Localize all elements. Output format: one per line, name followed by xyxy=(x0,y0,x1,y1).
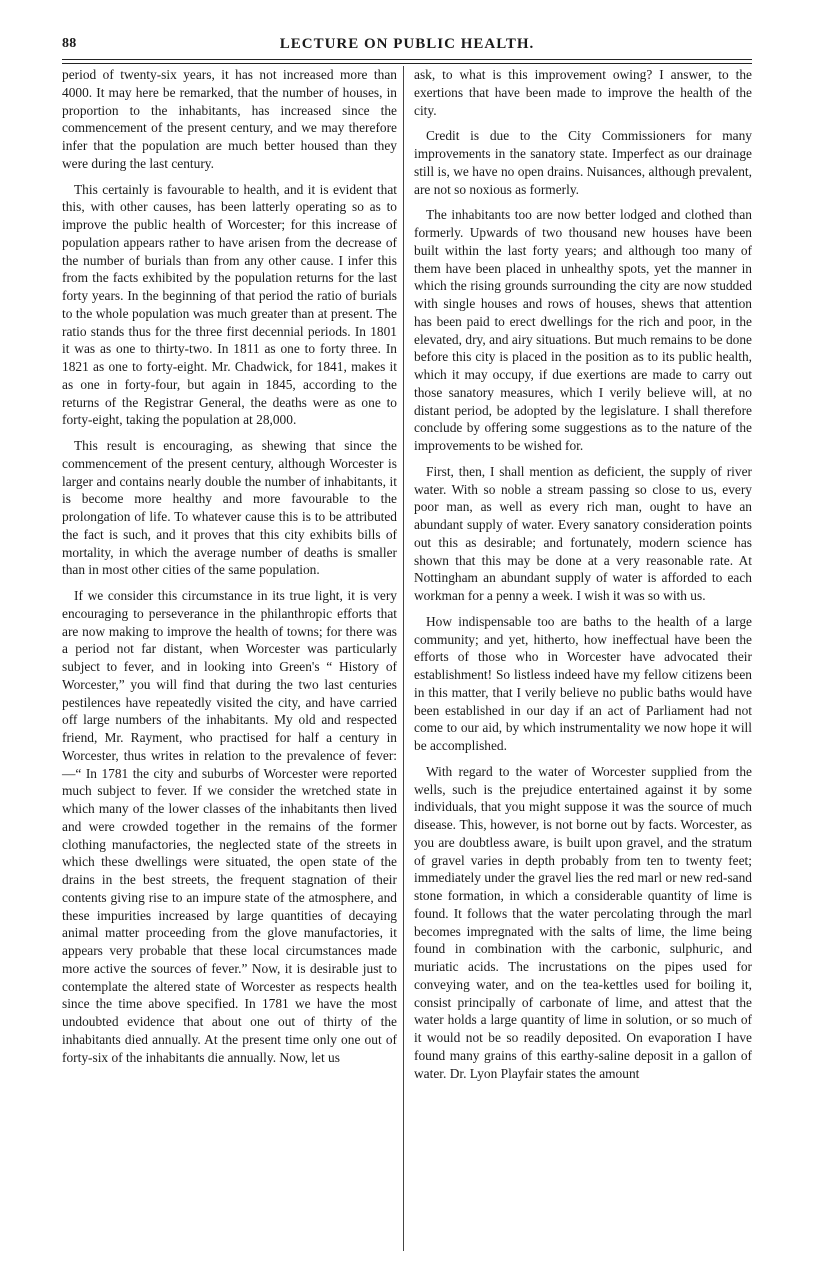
page-header xyxy=(62,28,752,54)
paragraph: The inhabitants too are now better lodged and clothed than formerly. Upwards of two thousand new houses have been built within the last forty years; and although too many of them have been placed in unhealthy spots, yet the manner in which the rising grounds surrounding the city are now studded with single houses and rows of houses, shews that attention has been paid to erect dwellings for the rich and poor, in the elevated, dry, and airy situations. But much remains to be done before this city is placed in the position as to its public health, which it may occupy, if due exertions are made to carry out those sanatory measures, which I verily believe will, at no distant period, be adopted by the legislature. I shall therefore conclude by offering some suggestions as to the nature of the improvements to be wished for. xyxy=(414,207,752,453)
paragraph: First, then, I shall mention as deficient, the supply of river water. With so noble a stream passing so close to us, every poor man, as well as every rich man, ought to have an abundant supply of water. Every sanatory consideration points out this as desirable; and fortunately, modern science has shown that this may be done at a very reasonable rate. At Nottingham an abundant supply of water is afforded to each workman for a penny a week. I wish it was so with us. xyxy=(414,463,752,603)
running-title: LECTURE ON PUBLIC HEALTH. xyxy=(279,36,535,52)
header-rule-top xyxy=(62,59,752,60)
right-column xyxy=(414,66,752,1082)
paragraph: How indispensable too are baths to the health of a large community; and yet, hitherto, how ineffectual have been the efforts of those who in Worcester have advocated their establishment! So listless indeed have my fellow citizens been in this matter, that I verily believe no public baths would have been established in our day if an act of Parliament had not come to our aid, by which instrumentality we now hope it will be accomplished. xyxy=(414,613,752,753)
paragraph: Credit is due to the City Commissioners for many improvements in the sanatory state. Imperfect as our drainage still is, we have no open drains. Nuisances, although prevalent, are not so noxious as formerly. xyxy=(414,128,752,197)
column-divider xyxy=(403,66,404,1251)
header-rule-bottom xyxy=(62,63,752,64)
left-column xyxy=(62,66,397,1066)
paragraph: If we consider this circumstance in its true light, it is very encouraging to perseverance in the philanthropic efforts that are now making to improve the health of towns; for there was a period not far distant, when Worcester was particularly subject to fever, and in looking into Green's “ History of Worcester,” you will find that during the two last centuries pestilences have repeatedly visited the city, and have carried off large numbers of the inhabitants. My old and respected friend, Mr. Rayment, who practised for half a century in Worcester, thus writes in relation to the prevalence of fever:—“ In 1781 the city and suburbs of Worcester were reported much subject to fever. If we consider the wretched state in which many of the lower classes of the inhabitants then lived and were crowded together in the remains of the former clothing manufactories, the neglected state of the streets in which these dwellings were situated, the open state of the drains in the best streets, the frequent stagnation of their contents giving rise to an impure state of the atmosphere, and these impurities increased by large quantities of decaying animal matter proceeding from the glove manufactories, it appears very probable that these local circumstances made more active the sources of fever.” Now, it is desirable just to contemplate the altered state of Worcester as respects health since the time above specified. In 1781 we have the most undoubted evidence that about one out of thirty of the inhabitants died annually. At the present time only one out of forty-six of the inhabitants die annually. Now, let us xyxy=(62,588,397,1065)
paragraph: ask, to what is this improvement owing? I answer, to the exertions that have been made to improve the health of the city. xyxy=(414,67,752,118)
paragraph: period of twenty-six years, it has not increased more than 4000. It may here be remarked, that the number of houses, in proportion to the inhabitants, has increased since the commencement of the present century, and we may therefore infer that the population are much better housed than they were during the last century. xyxy=(62,67,397,171)
page-number: 88 xyxy=(62,36,77,51)
paragraph: This certainly is favourable to health, and it is evident that this, with other causes, has been latterly operating so as to improve the public health of Worcester; for this increase of population appears rather to have arisen from the decrease of the number of burials than from any other cause. I infer this from the facts exhibited by the population returns for the last forty years. In the beginning of that period the ratio of burials to the whole population was much greater than at present. The ratio stands thus for the three first decennial periods. In 1801 it was as one to thirty-two. In 1811 as one to forty three. In 1821 as one to forty-eight. Mr. Chadwick, for 1841, makes it as one in forty-four, but again in 1845, according to the returns of the Registrar General, the deaths were as one to forty-eight, taking the population at 28,000. xyxy=(62,181,397,428)
paragraph: With regard to the water of Worcester supplied from the wells, such is the prejudice entertained against it by some individuals, that you might suppose it was the source of much disease. This, however, is not borne out by facts. Worcester, as you are doubtless aware, is built upon gravel, and the stratum of gravel varies in depth probably from ten to twenty feet; immediately under the gravel lies the red marl or new red-sand stone formation, in which a considerable quantity of lime is found. It follows that the water percolating through the marl becomes impregnated with the salts of lime, the lime being found in combination with the carbonic, sulphuric, and muriatic acids. The incrustations on the pipes used for conveying water, and on the tea-kettles used for boiling it, consist principally of carbonate of lime, and attest that the water holds a large quantity of lime in solution, or so much of it would not be so readily deposited. On evaporation I have found many grains of this earthy-saline deposit in a gallon of water. Dr. Lyon Playfair states the amount xyxy=(414,763,752,1081)
paragraph: This result is encouraging, as shewing that since the commencement of the present century, although Worcester is larger and contains nearly double the number of inhabitants, it is become more healthy and more favourable to the prolongation of life. To whatever cause this is to be attributed the fact is such, and it proves that this city exhibits bills of mortality, in which the average number of deaths is smaller than in most other cities of the same population. xyxy=(62,438,397,578)
